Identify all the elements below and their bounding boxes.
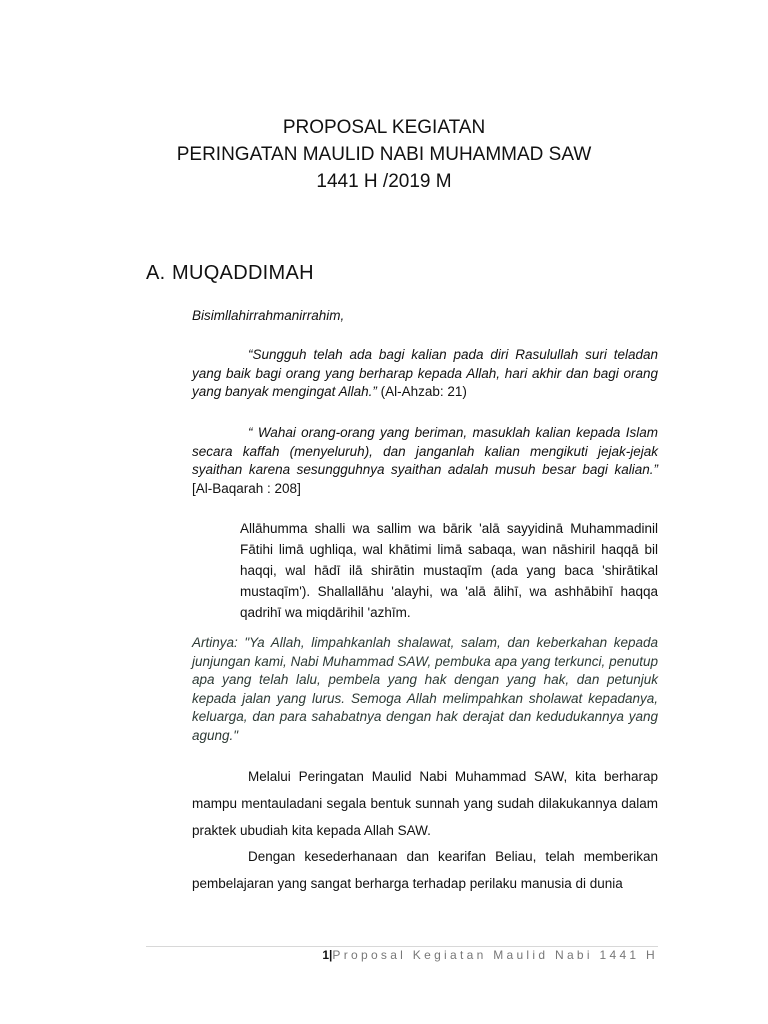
paragraph-1 xyxy=(192,763,658,844)
page-number: 1 xyxy=(322,948,330,962)
translation-text: Artinya: "Ya Allah, limpahkanlah shalawat, salam, dan keberkahan kepada junjungan kami, Nabi Muhammad SAW, pembuka apa yang terkunci, penutup apa yang telah lalu, pembela yang hak dengan yang hak, dan petunjuk kepada jalan yang lurus. Semoga Allah melimpahkan sholawat kepadanya, keluarga, dan para sahabatnya dengan hak derajat dan kedudukannya yang agung." xyxy=(192,635,658,743)
paragraph-2 xyxy=(192,843,658,897)
quote-al-baqarah xyxy=(192,424,658,498)
footer-text: Proposal Kegiatan Maulid Nabi 1441 H xyxy=(332,948,658,962)
title-line-2: PERINGATAN MAULID NABI MUHAMMAD SAW xyxy=(176,144,592,165)
document-title xyxy=(0,114,768,195)
footer-separator: | xyxy=(329,948,333,962)
quote-reference: [Al-Baqarah : 208] xyxy=(192,480,301,496)
basmalah-line: Bisimllahirrahmanirrahim, xyxy=(192,308,345,323)
page-footer xyxy=(146,948,658,962)
section-number: A. xyxy=(146,262,166,284)
title-line-1: PROPOSAL KEGIATAN xyxy=(282,117,486,138)
section-title: MUQADDIMAH xyxy=(172,262,314,284)
sholawat-text: Allāhumma shalli wa sallim wa bārik 'alā sayyidinā Muhammadinil Fātihi limā ughliqa, wal khātimi limā sabaqa, wan nāshiril haqqā bil haqqi, wal hādī ilā shirātin mustaqīm (ada yang baca 'shirātikal mustaqīm'). Shallallāhu 'alayhi, wa 'alā ālihī, wa ashhābihī haqqa qadrihī wa miqdārihil 'azhīm. xyxy=(240,521,658,620)
quote-text: “Sungguh telah ada bagi kalian pada diri Rasulullah suri teladan yang baik bagi orang yang berharap kepada Allah, hari akhir dan bagi orang yang banyak mengingat Allah.” xyxy=(192,347,658,399)
quote-text: “ Wahai orang-orang yang beriman, masuklah kalian kepada Islam secara kaffah (menyeluruh), dan janganlah kalian mengikuti jejak-jejak syaithan karena sesungguhnya syaithan adalah musuh besar bagi kalian.” xyxy=(192,425,658,477)
quote-reference: (Al-Ahzab: 21) xyxy=(376,384,467,399)
title-line-3: 1441 H /2019 M xyxy=(316,171,452,192)
footer-divider xyxy=(146,946,658,947)
section-heading xyxy=(146,262,314,285)
paragraph-2-text: Dengan kesederhanaan dan kearifan Beliau, telah memberikan pembelajaran yang sangat berharga terhadap perilaku manusia di dunia xyxy=(192,849,658,891)
quote-al-ahzab xyxy=(192,346,658,402)
paragraph-1-text: Melalui Peringatan Maulid Nabi Muhammad SAW, kita berharap mampu mentauladani segala bentuk sunnah yang sudah dilakukannya dalam praktek ubudiah kita kepada Allah SAW. xyxy=(192,769,658,838)
